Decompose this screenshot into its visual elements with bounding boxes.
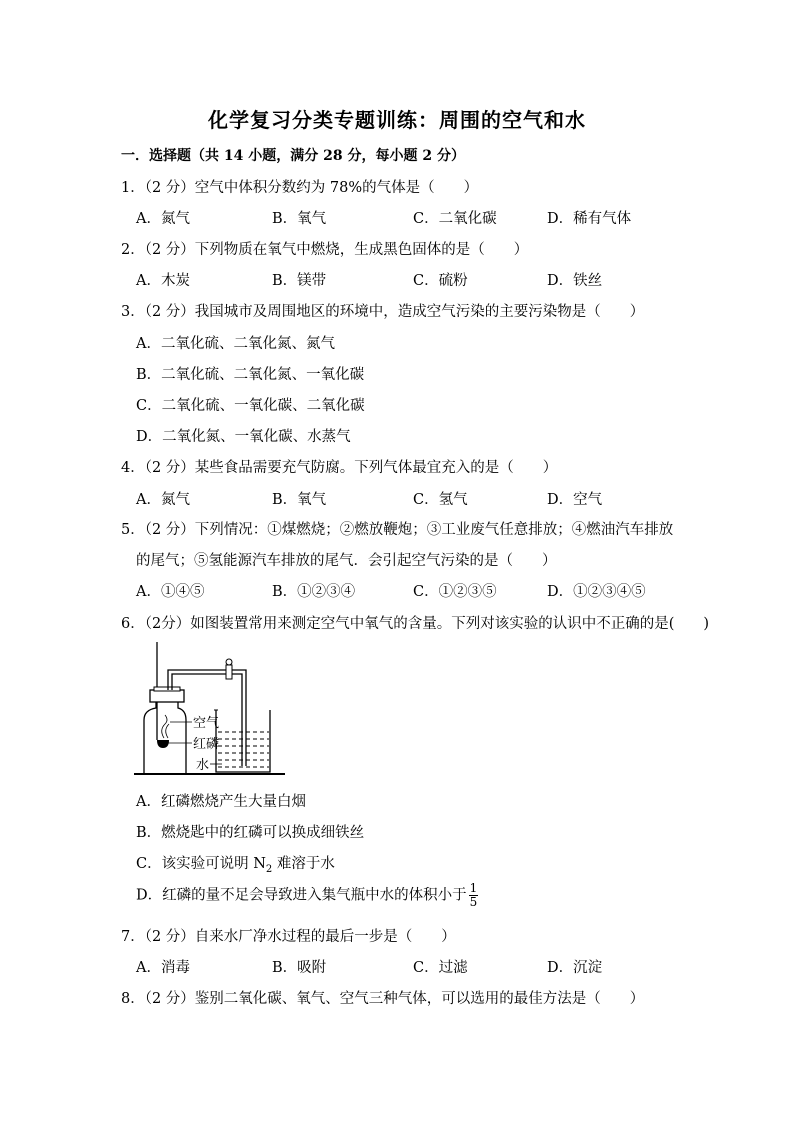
section-heading: 一．选择题（共 14 小题，满分 28 分，每小题 2 分） [121, 148, 465, 164]
option-b[interactable]: B．二氧化硫、二氧化氮、一氧化碳 [136, 367, 365, 383]
option-c[interactable]: C．硫粉 [413, 273, 468, 289]
option-c-text: C．该实验可说明 N [136, 856, 266, 872]
option-c[interactable] [136, 852, 335, 875]
question-8-stem: 8．（2 分）鉴别二氧化碳、氧气、空气三种气体，可以选用的最佳方法是（ ） [121, 991, 645, 1007]
question-4-options [136, 488, 696, 508]
option-a[interactable]: A．①④⑤ [136, 584, 205, 600]
question-3-stem: 3．（2 分）我国城市及周围地区的环境中，造成空气污染的主要污染物是（ ） [121, 304, 645, 320]
fraction-one-fifth [469, 882, 479, 909]
option-b[interactable]: B．镁带 [272, 273, 327, 289]
question-1-stem: 1．（2 分）空气中体积分数约为 78%的气体是（ ） [121, 180, 479, 196]
option-b[interactable]: B．氧气 [272, 492, 327, 508]
option-a[interactable]: A．红磷燃烧产生大量白烟 [136, 794, 306, 810]
question-5-stem-line1: 5．（2 分）下列情况：①煤燃烧；②燃放鞭炮；③工业废气任意排放；④燃油汽车排放 [121, 522, 674, 538]
fraction-denominator: 5 [469, 895, 478, 909]
page-title: 化学复习分类专题训练：周围的空气和水 [208, 108, 586, 132]
question-6-stem: 6．（2分）如图装置常用来测定空气中氧气的含量。下列对该实验的认识中不正确的是( ) [121, 616, 710, 632]
question-7-stem: 7．（2 分）自来水厂净水过程的最后一步是（ ） [121, 929, 456, 945]
option-d-text: D．红磷的量不足会导致进入集气瓶中水的体积小于 [136, 887, 467, 904]
option-a[interactable]: A．消毒 [136, 960, 190, 976]
option-c[interactable]: C．①②③⑤ [413, 584, 497, 600]
option-d[interactable] [136, 882, 478, 909]
option-d[interactable]: D．稀有气体 [547, 211, 632, 227]
option-d[interactable]: D．铁丝 [547, 273, 603, 289]
option-c-text-end: 难溶于水 [272, 856, 335, 872]
option-b[interactable]: B．氧气 [272, 211, 327, 227]
option-c[interactable]: C．氢气 [413, 492, 468, 508]
option-c[interactable]: C．过滤 [413, 960, 468, 976]
question-2-stem: 2．（2 分）下列物质在氧气中燃烧，生成黑色固体的是（ ） [121, 242, 529, 258]
question-4-stem: 4．（2 分）某些食品需要充气防腐。下列气体最宜充入的是（ ） [121, 460, 558, 476]
option-c[interactable]: C．二氧化碳 [413, 211, 497, 227]
option-c[interactable]: C．二氧化硫、一氧化碳、二氧化碳 [136, 398, 365, 414]
option-d[interactable]: D．空气 [547, 492, 603, 508]
subscript-2: 2 [265, 863, 273, 875]
question-5-stem-line2: 的尾气；⑤氢能源汽车排放的尾气．会引起空气污染的是（ ） [136, 553, 557, 569]
option-a[interactable]: A．氮气 [136, 492, 190, 508]
apparatus-figure [130, 640, 290, 780]
question-5-options [136, 580, 696, 600]
question-2-options [136, 269, 696, 289]
option-b[interactable]: B．吸附 [272, 960, 327, 976]
option-a[interactable]: A．木炭 [136, 273, 190, 289]
option-a[interactable]: A．二氧化硫、二氧化氮、氮气 [136, 336, 335, 352]
option-a[interactable]: A．氮气 [136, 211, 190, 227]
option-d[interactable]: D．二氧化氮、一氧化碳、水蒸气 [136, 429, 351, 445]
figure-label-water: 水 [196, 758, 210, 773]
fraction-numerator: 1 [469, 881, 478, 895]
figure-label-air: 空气 [193, 716, 220, 731]
question-1-options [136, 207, 696, 227]
figure-label-red-phosphorus: 红磷 [193, 737, 220, 752]
option-d[interactable]: D．①②③④⑤ [547, 584, 646, 600]
option-b[interactable]: B．①②③④ [272, 584, 356, 600]
option-d[interactable]: D．沉淀 [547, 960, 603, 976]
option-b[interactable]: B．燃烧匙中的红磷可以换成细铁丝 [136, 825, 365, 841]
question-7-options [136, 956, 696, 976]
